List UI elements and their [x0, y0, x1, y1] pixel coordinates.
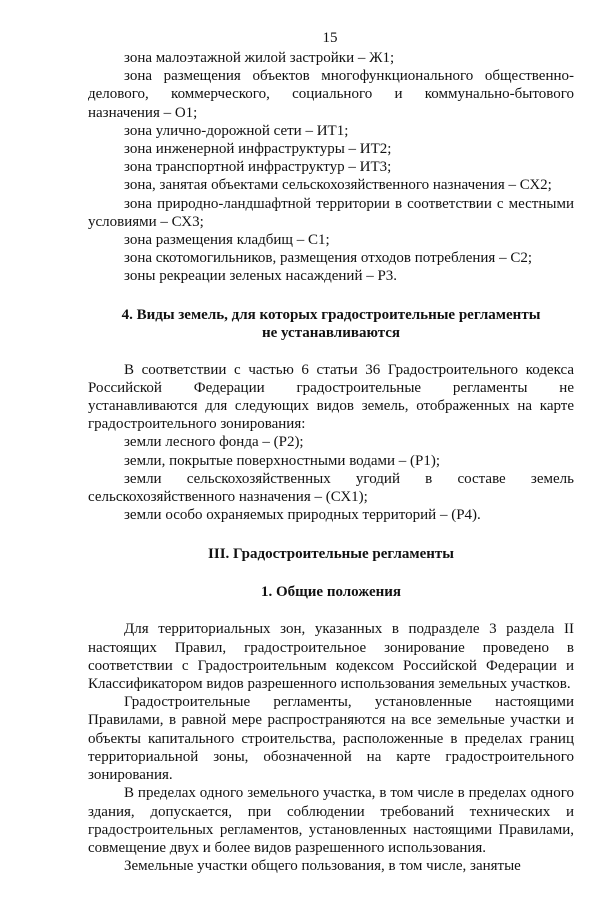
section-4-heading-line-2: не устанавливаются	[261, 325, 401, 342]
document-body	[88, 49, 574, 875]
zone-item: зоны рекреации зеленых насаждений – Р3.	[124, 268, 398, 285]
zone-item: зона природно-ландшафтной территории в соответствии с местными условиями – СХ3;	[88, 195, 574, 230]
body-paragraph: Для территориальных зон, указанных в подразделе 3 раздела II настоящих Правил, градостроительное зонирование проведено в соответствии с Градостроительным кодексом Российской Федерации и Классификатором видов разрешенного использования земельных участков.	[88, 621, 574, 693]
body-paragraph: Земельные участки общего пользования, в том числе, занятые	[124, 858, 521, 875]
zone-item: зона размещения объектов многофункционального общественно-делового, коммерческого, социального и коммунально-бытового назначения – О1;	[88, 68, 574, 121]
land-type-item: земли сельскохозяйственных угодий в составе земель сельскохозяйственного назначения – (СХ1);	[88, 470, 574, 506]
zone-item: зона инженерной инфраструктуры – ИТ2;	[124, 141, 392, 158]
zone-item: зона транспортной инфраструктур – ИТ3;	[124, 159, 392, 176]
part-3-heading: III. Градостроительные регламенты	[208, 546, 454, 563]
body-paragraph: Градостроительные регламенты, установленные настоящими Правилами, в равной мере распространяются на все земельные участки и объекты капитального строительства, расположенные в пределах границ территориальной зоны, обозначенной на карте градостроительного зонирования.	[88, 694, 574, 784]
land-type-item: земли, покрытые поверхностными водами – (Р1);	[124, 452, 441, 469]
section-4-heading	[88, 306, 574, 343]
zone-item: зона улично-дорожной сети – ИТ1;	[124, 122, 349, 139]
body-paragraph: В пределах одного земельного участка, в том числе в пределах одного здания, допускается, при соблюдении требований технических и градостроительных регламентов, установленных настоящими Правилами, совмещение двух и более видов разрешенного использования.	[88, 785, 574, 856]
subsection-1-heading: 1. Общие положения	[260, 583, 402, 600]
section-4-intro: В соответствии с частью 6 статьи 36 Градостроительного кодекса Российской Федерации градостроительные регламенты не устанавливаются для следующих видов земель, отображенных на карте градостроительного зонирования:	[88, 361, 574, 433]
zone-item: зона, занятая объектами сельскохозяйственного назначения – СХ2;	[124, 177, 552, 194]
zone-item: зона малоэтажной жилой застройки – Ж1;	[124, 50, 395, 66]
land-type-list	[88, 433, 574, 524]
page-number: 15	[322, 30, 338, 46]
zone-list	[88, 49, 574, 286]
section-4-heading-line-1: 4. Виды земель, для которых градостроительные регламенты	[121, 306, 541, 323]
zone-item: зона размещения кладбищ – С1;	[124, 232, 330, 249]
land-type-item: земли особо охраняемых природных территорий – (Р4).	[124, 507, 481, 524]
land-type-item: земли лесного фонда – (Р2);	[124, 434, 304, 451]
zone-item: зона скотомогильников, размещения отходов потребления – С2;	[124, 250, 532, 267]
